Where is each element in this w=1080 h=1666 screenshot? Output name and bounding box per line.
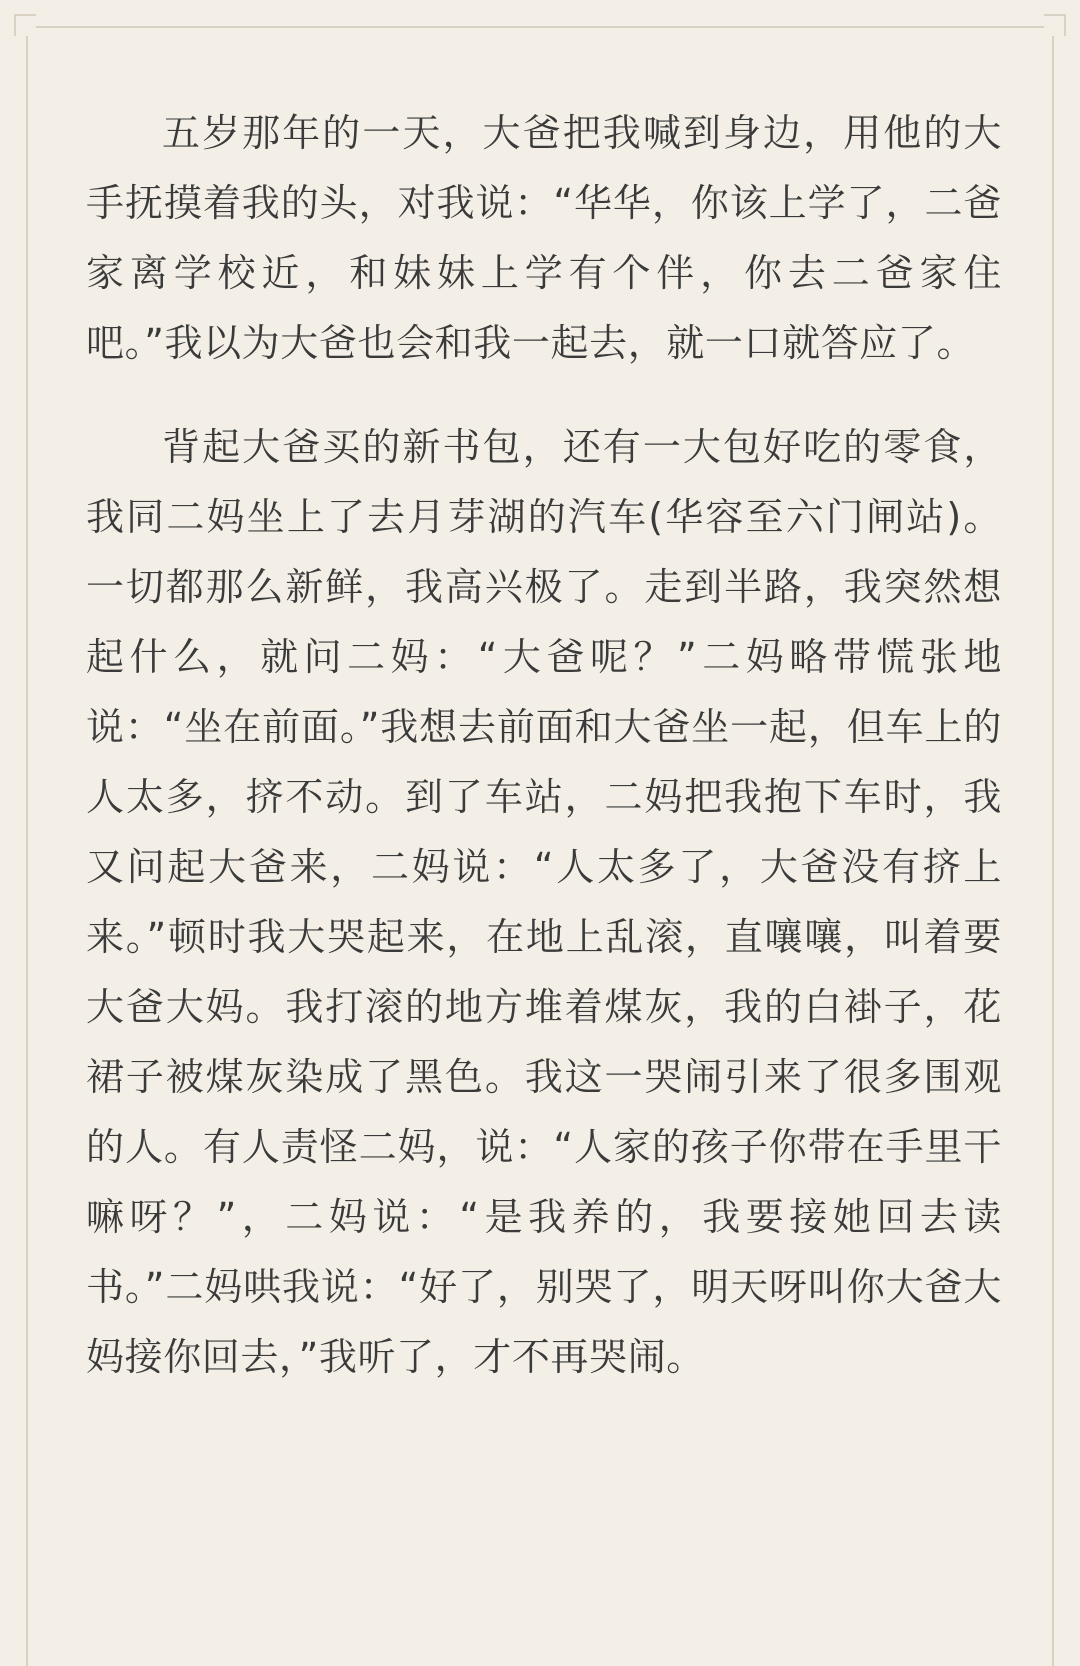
article-body xyxy=(86,98,1002,1426)
paragraph: 五岁那年的一天，大爸把我喊到身边，用他的大手抚摸着我的头，对我说：“华华，你该上学了，二爸家离学校近，和妹妹上学有个伴，你去二爸家住吧。”我以为大爸也会和我一起去，就一口就答应了。 xyxy=(86,111,1002,365)
frame-corner-ornament xyxy=(14,14,36,36)
paragraph: 背起大爸买的新书包，还有一大包好吃的零食，我同二妈坐上了去月芽湖的汽车(华容至六门闸站)。一切都那么新鲜，我高兴极了。走到半路，我突然想起什么，就问二妈：“大爸呢？”二妈略带慌张地说：“坐在前面。”我想去前面和大爸坐一起，但车上的人太多，挤不动。到了车站，二妈把我抱下车时，我又问起大爸来，二妈说：“人太多了，大爸没有挤上来。”顿时我大哭起来，在地上乱滚，直嚷嚷，叫着要大爸大妈。我打滚的地方堆着煤灰，我的白褂子，花裙子被煤灰染成了黑色。我这一哭闹引来了很多围观的人。有人责怪二妈，说：“人家的孩子你带在手里干嘛呀？”，二妈说：“是我养的，我要接她回去读书。”二妈哄我说：“好了，别哭了，明天呀叫你大爸大妈接你回去，”我听了，才不再哭闹。 xyxy=(86,425,1002,1379)
frame-corner-ornament xyxy=(1044,14,1066,36)
